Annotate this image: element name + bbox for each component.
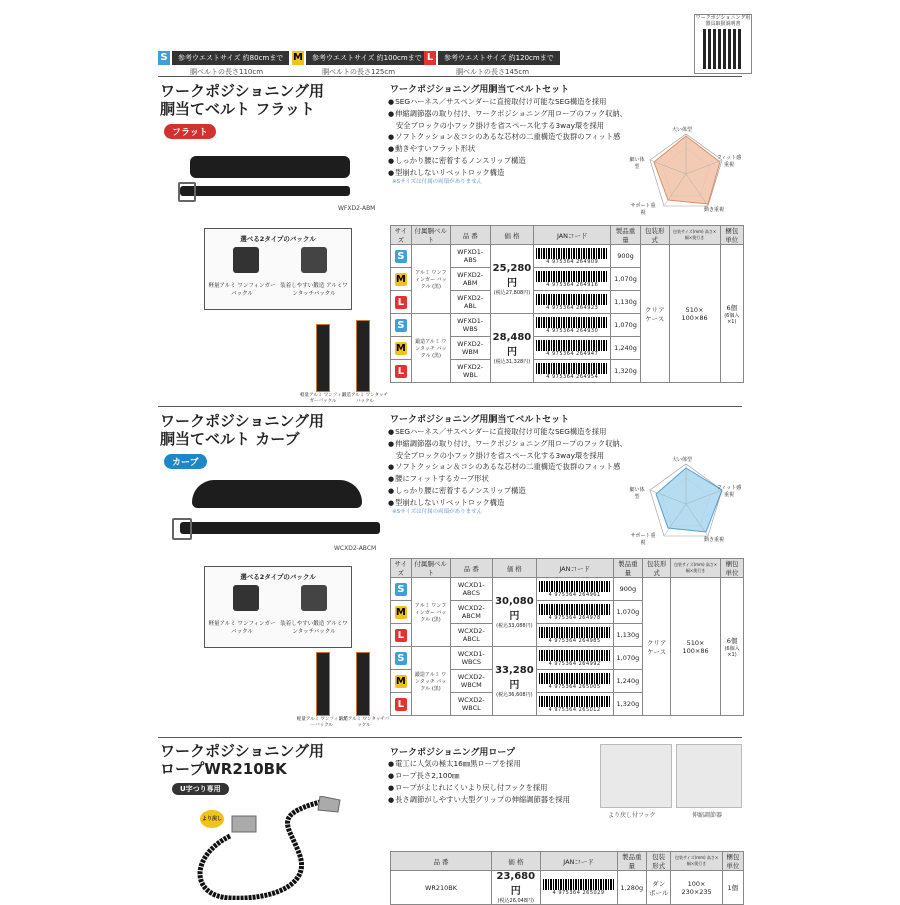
size-cell bbox=[391, 337, 412, 360]
feature-bullet: ● 伸縮調節器の取り付け、ワークポジショニング用ロープのフック収納、 bbox=[388, 108, 648, 120]
feature-bullet: ● 長さ調節がしやすい大型グリップの伸縮調節器を採用 bbox=[388, 794, 598, 806]
section3-bullets bbox=[388, 758, 598, 806]
code-cell: WFXD2-WBL bbox=[450, 360, 490, 383]
pkg-size-cell: 510× 100×86 bbox=[671, 578, 721, 716]
weight-cell: 1,070g bbox=[611, 314, 641, 337]
radar-label: 細い体型 bbox=[629, 487, 645, 500]
buckle1-label: 軽量アルミ ワンフィンガーバックル bbox=[208, 283, 276, 297]
qr-code-box[interactable] bbox=[694, 14, 752, 74]
package-2-label: 鍛造アルミ ワンタッチバックル bbox=[338, 717, 390, 728]
code-cell: WCXD2-WBCL bbox=[450, 693, 492, 716]
section2-note: ※Sサイズは付属の両環がありません bbox=[392, 509, 483, 515]
code-cell: WR210BK bbox=[391, 871, 492, 905]
jan: 4 975364 264916 bbox=[546, 281, 599, 288]
barcode-icon bbox=[536, 294, 608, 305]
pkg-size-cell: 100× 230×235 bbox=[671, 871, 722, 905]
size-cell bbox=[391, 624, 412, 647]
belt-cell: 鍛造アルミ ワンタッチ バックル (黒) bbox=[411, 647, 450, 716]
th: 包装形式 bbox=[646, 852, 670, 871]
buckle-box-title: 選べる2タイプのバックル bbox=[240, 235, 316, 243]
package-cell: ダンボール bbox=[646, 871, 670, 905]
section1-title-line2: 胴当てベルト フラット bbox=[160, 100, 315, 118]
jan: 4 975364 264923 bbox=[546, 304, 599, 311]
section1-tag: フラット bbox=[164, 124, 216, 139]
jan: 4 975364 264978 bbox=[548, 614, 601, 621]
buckle2-label: 装着しやすい鍛造 アルミワンタッチバックル bbox=[280, 283, 348, 297]
package-cell: クリアケース bbox=[643, 578, 671, 716]
size-cell bbox=[391, 647, 412, 670]
size-cell bbox=[391, 601, 412, 624]
price: 33,280円 bbox=[495, 664, 534, 691]
legend-s-text: 参考ウエストサイズ 約80cmまで bbox=[172, 51, 289, 65]
price: 25,280円 bbox=[492, 262, 532, 289]
section2-tag: カーブ bbox=[164, 454, 207, 469]
package-2-image bbox=[356, 652, 370, 716]
feature-bullet: ● ソフトクッション＆コシのあるな芯材の二重構造で抜群のフィット感 bbox=[388, 461, 648, 473]
th: JANコード bbox=[536, 559, 613, 578]
legend-m bbox=[292, 48, 428, 68]
section2-bullets bbox=[388, 426, 648, 509]
weight-cell: 900g bbox=[613, 578, 642, 601]
feature-bullet: ● 型崩れしないリベットロック構造 bbox=[388, 497, 648, 509]
size-s-icon: S bbox=[395, 583, 407, 596]
feature-bullet: ● 動きやすいフラット形状 bbox=[388, 143, 648, 155]
price-sub: (税込27,808円) bbox=[493, 289, 531, 296]
th: 品 番 bbox=[450, 226, 490, 245]
jan: 4 975364 264930 bbox=[546, 327, 599, 334]
th: 製品重量 bbox=[613, 559, 642, 578]
one-touch-buckle-icon bbox=[301, 247, 327, 273]
th: 梱包単位 bbox=[721, 559, 744, 578]
jan-cell bbox=[534, 268, 611, 291]
section1-note: ※Sサイズは付属の両環がありません bbox=[392, 179, 483, 185]
barcode-icon bbox=[539, 673, 611, 684]
curve-belt-image bbox=[170, 474, 390, 544]
weight-cell: 1,070g bbox=[611, 268, 641, 291]
th: 梱包単位 bbox=[722, 852, 743, 871]
th: 製品重量 bbox=[611, 226, 641, 245]
price-cell bbox=[493, 578, 537, 647]
legend-l bbox=[424, 48, 560, 68]
jan-cell bbox=[536, 578, 613, 601]
legend-l-sub: 胴ベルトの長さ145cm bbox=[456, 68, 530, 76]
th: 包装サイズ(mm) 高さ×幅×奥行き bbox=[671, 852, 722, 871]
radar-label: 大い体型 bbox=[672, 127, 693, 133]
price-cell bbox=[490, 245, 534, 314]
one-finger-buckle-icon bbox=[233, 585, 259, 611]
barcode-icon bbox=[536, 340, 608, 351]
weight-cell: 900g bbox=[611, 245, 641, 268]
size-cell bbox=[391, 693, 412, 716]
code-cell: WFXD2-WBM bbox=[450, 337, 490, 360]
weight-cell: 1,130g bbox=[613, 624, 642, 647]
jan-cell bbox=[534, 291, 611, 314]
size-m-icon: M bbox=[293, 52, 303, 63]
size-m-icon: M bbox=[395, 342, 406, 354]
buckle-box bbox=[204, 228, 352, 310]
section1-model-caption: WFXD2-ABM bbox=[338, 205, 376, 212]
code-cell: WFXD1-ABS bbox=[450, 245, 490, 268]
feature-bullet-cont: 安全ブロックの小フック掛けを省スペース化する3way環を採用 bbox=[396, 451, 605, 460]
price: 30,080円 bbox=[495, 595, 534, 622]
radar-label: 動き重視 bbox=[704, 207, 725, 213]
th: 価 格 bbox=[492, 852, 541, 871]
feature-bullet: ● しっかり腰に密着するノンスリップ構造 bbox=[388, 485, 648, 497]
th: サイズ bbox=[391, 226, 412, 245]
feature-bullet: ● 型崩れしないリベットロック構造 bbox=[388, 167, 648, 179]
rope-svg bbox=[160, 796, 390, 900]
barcode-icon bbox=[539, 696, 611, 707]
qr-code-icon bbox=[703, 29, 743, 69]
price-cell bbox=[490, 314, 534, 383]
size-m-icon: M bbox=[395, 606, 406, 618]
th: 包装形式 bbox=[643, 559, 671, 578]
th: JANコード bbox=[534, 226, 611, 245]
size-cell bbox=[391, 291, 412, 314]
feature-bullet: ● しっかり腰に密着するノンスリップ構造 bbox=[388, 155, 648, 167]
price-cell bbox=[492, 871, 541, 905]
belt-cell: アルミ ワンフィンガー バックル (黒) bbox=[411, 578, 450, 647]
legend-s bbox=[158, 48, 289, 68]
code-cell: WFXD2-ABM bbox=[450, 268, 490, 291]
weight-cell: 1,070g bbox=[613, 647, 642, 670]
section2-product-head: ワークポジショニング用胴当てベルトセット bbox=[390, 415, 570, 425]
divider bbox=[158, 737, 742, 738]
pkg-size-cell: 510× 100×86 bbox=[669, 245, 720, 383]
code-cell: WCXD2-ABCL bbox=[450, 624, 492, 647]
legend-m-sub: 胴ベルトの長さ125cm bbox=[322, 68, 396, 76]
jan-cell bbox=[536, 693, 613, 716]
th: 品 番 bbox=[450, 559, 492, 578]
package-1-image bbox=[316, 652, 330, 716]
feature-bullet: ● SEGハーネス／サスペンダーに直接取付け可能なSEG構造を採用 bbox=[388, 96, 648, 108]
feature-bullet: ● 電工に人気の極太16㎜黒ロープを採用 bbox=[388, 758, 598, 770]
feature-bullet: ● 伸縮調節器の取り付け、ワークポジショニング用ロープのフック収納、 bbox=[388, 438, 648, 450]
weight-cell: 1,130g bbox=[611, 291, 641, 314]
radar-label: 大い体型 bbox=[672, 457, 693, 463]
section1-title-line1: ワークポジショニング用 bbox=[160, 82, 325, 100]
th: 価 格 bbox=[493, 559, 537, 578]
swivel-badge: より戻し bbox=[200, 810, 224, 828]
qr-label: ワークポジショニング用器具取扱説明書 bbox=[695, 15, 751, 27]
code-cell: WCXD1-WBCS bbox=[450, 647, 492, 670]
size-s-icon: S bbox=[158, 51, 170, 65]
package-2-label: 鍛造アルミ ワンタッチバックル bbox=[341, 393, 389, 404]
weight-cell: 1,070g bbox=[613, 601, 642, 624]
price-sub: (税込36,608円) bbox=[496, 691, 533, 698]
jan-cell bbox=[540, 871, 617, 905]
price-cell bbox=[493, 647, 537, 716]
radar-shape bbox=[654, 136, 720, 204]
price: 28,480円 bbox=[492, 331, 532, 358]
barcode-icon bbox=[539, 627, 611, 638]
section3-title-line2: ロープWR210BK bbox=[160, 760, 287, 778]
unit-sub: (6個入×1) bbox=[724, 645, 740, 658]
th: 価 格 bbox=[490, 226, 534, 245]
th: サイズ bbox=[391, 559, 412, 578]
belt-cell: 鍛造アルミ ワンタッチ バックル (黒) bbox=[411, 314, 450, 383]
adjuster-caption: 伸縮調節器 bbox=[692, 812, 723, 819]
price-sub: (税込33,088円) bbox=[496, 622, 533, 629]
radar-chart-curve bbox=[628, 456, 744, 550]
jan: 4 975364 265012 bbox=[548, 706, 601, 713]
weight-cell: 1,240g bbox=[613, 670, 642, 693]
jan-cell bbox=[534, 337, 611, 360]
size-l-icon: L bbox=[395, 629, 407, 642]
size-cell bbox=[391, 360, 412, 383]
size-s-icon: S bbox=[395, 319, 407, 332]
barcode-icon bbox=[539, 581, 611, 592]
buckle1-label: 軽量アルミ ワンフィンガーバックル bbox=[208, 621, 276, 635]
barcode-icon bbox=[539, 650, 611, 661]
size-cell bbox=[391, 268, 412, 291]
code-cell: WCXD1-ABCS bbox=[450, 578, 492, 601]
code-cell: WCXD2-ABCM bbox=[450, 601, 492, 624]
size-l-icon: L bbox=[395, 698, 407, 711]
th: 製品重量 bbox=[617, 852, 646, 871]
radar-label: サポート重視 bbox=[630, 203, 656, 216]
size-s-icon: S bbox=[395, 250, 407, 263]
size-l-icon: L bbox=[395, 365, 407, 378]
th: 付属胴ベルト bbox=[411, 559, 450, 578]
feature-bullet: ● 腰にフィットするカーブ形状 bbox=[388, 473, 648, 485]
barcode-icon bbox=[536, 363, 608, 374]
size-s-icon: S bbox=[395, 652, 407, 665]
jan: 4 975364 264985 bbox=[548, 637, 601, 644]
feature-bullet: ● ロープ長さ2,100㎜ bbox=[388, 770, 598, 782]
swivel-hook-caption: より戻し付フック bbox=[608, 812, 656, 819]
flat-belt-image bbox=[176, 150, 376, 210]
spec-table-flat bbox=[390, 225, 744, 383]
adjuster-photo bbox=[676, 744, 742, 808]
code-cell: WFXD1-WBS bbox=[450, 314, 490, 337]
feature-bullet: ● ソフトクッション＆コシのあるな芯材の二重構造で抜群のフィット感 bbox=[388, 131, 648, 143]
radar-label: 動き重視 bbox=[704, 537, 725, 543]
section1-bullets bbox=[388, 96, 648, 179]
size-cell bbox=[391, 314, 412, 337]
unit-cell: 1個 bbox=[722, 871, 743, 905]
th: 品 番 bbox=[391, 852, 492, 871]
barcode-icon bbox=[536, 248, 608, 259]
unit-cell bbox=[721, 578, 744, 716]
feature-bullet: ● ロープがよじれにくいより戻し付フックを採用 bbox=[388, 782, 598, 794]
package-cell: クリアケース bbox=[640, 245, 669, 383]
jan: 4 975364 264954 bbox=[546, 373, 599, 380]
jan-cell bbox=[534, 360, 611, 383]
jan: 4 975364 265029 bbox=[552, 890, 605, 896]
unit: 6個 bbox=[726, 636, 738, 645]
rope-image bbox=[160, 796, 390, 900]
radar-label: 細い体型 bbox=[629, 157, 645, 170]
size-l-icon: L bbox=[424, 51, 436, 65]
unit: 6個 bbox=[726, 303, 738, 312]
one-finger-buckle-icon bbox=[233, 247, 259, 273]
th: 梱包単位 bbox=[720, 226, 743, 245]
jan: 4 975364 264961 bbox=[548, 591, 601, 598]
size-cell bbox=[391, 578, 412, 601]
section1-title bbox=[160, 82, 324, 118]
section2-title bbox=[160, 412, 324, 448]
legend-s-sub: 胴ベルトの長さ110cm bbox=[190, 68, 264, 76]
package-1-label: 軽量アルミ ワンフィンガーバックル bbox=[296, 717, 348, 728]
th: 付属胴ベルト bbox=[411, 226, 450, 245]
code-cell: WCXD2-WBCM bbox=[450, 670, 492, 693]
size-m-icon: M bbox=[395, 273, 406, 285]
jan-cell bbox=[536, 601, 613, 624]
section3-title bbox=[160, 742, 324, 778]
package-1-label: 軽量アルミ ワンフィンガーバックル bbox=[300, 393, 346, 404]
jan: 4 975364 265005 bbox=[548, 683, 601, 690]
jan-cell bbox=[534, 245, 611, 268]
barcode-icon bbox=[536, 271, 608, 282]
radar-chart-flat bbox=[628, 126, 744, 220]
jan-cell bbox=[534, 314, 611, 337]
weight-cell: 1,240g bbox=[611, 337, 641, 360]
th: JANコード bbox=[540, 852, 617, 871]
size-m-icon: M bbox=[395, 675, 406, 687]
section2-model-caption: WCXD2-ABCM bbox=[334, 545, 377, 552]
spec-table-curve bbox=[390, 558, 744, 716]
buckle-box bbox=[204, 566, 352, 648]
size-l-icon: L bbox=[395, 296, 407, 309]
unit-sub: (6個入×1) bbox=[724, 312, 740, 325]
legend-m-text: 参考ウエストサイズ 約100cmまで bbox=[306, 51, 428, 65]
radar-label: フィット感重視 bbox=[716, 485, 742, 498]
size-cell bbox=[391, 245, 412, 268]
jan-cell bbox=[536, 624, 613, 647]
price-sub: (税込31,328円) bbox=[493, 358, 531, 365]
jan-cell bbox=[536, 647, 613, 670]
barcode-icon bbox=[536, 317, 608, 328]
barcode-icon bbox=[543, 879, 615, 890]
section3-product-head: ワークポジショニング用ロープ bbox=[390, 748, 515, 758]
section1-product-head: ワークポジショニング用胴当てベルトセット bbox=[390, 85, 570, 95]
section3-title-line1: ワークポジショニング用 bbox=[160, 742, 325, 760]
feature-bullet-cont: 安全ブロックの小フック掛けを省スペース化する3way環を採用 bbox=[396, 121, 605, 130]
th: 包装サイズ(mm) 高さ×幅×奥行き bbox=[671, 559, 721, 578]
belt-cell: アルミ ワンフィンガー バックル (黒) bbox=[411, 245, 450, 314]
barcode-icon bbox=[539, 604, 611, 615]
buckle2-label: 装着しやすい鍛造 アルミワンタッチバックル bbox=[280, 621, 348, 635]
th: 包装形式 bbox=[640, 226, 669, 245]
jan: 4 975364 264909 bbox=[546, 258, 599, 265]
code-cell: WFXD2-ABL bbox=[450, 291, 490, 314]
one-touch-buckle-icon bbox=[301, 585, 327, 611]
package-2-image bbox=[356, 320, 370, 392]
radar-label: フィット感重視 bbox=[716, 155, 742, 168]
th: 包装サイズ(mm) 高さ×幅×奥行き bbox=[669, 226, 720, 245]
divider bbox=[158, 76, 742, 77]
weight-cell: 1,320g bbox=[611, 360, 641, 383]
unit-cell bbox=[720, 245, 743, 383]
size-cell bbox=[391, 670, 412, 693]
weight-cell: 1,320g bbox=[613, 693, 642, 716]
buckle-box-title: 選べる2タイプのバックル bbox=[240, 573, 316, 581]
section2-title-line1: ワークポジショニング用 bbox=[160, 412, 325, 430]
weight-cell: 1,280g bbox=[617, 871, 646, 905]
swivel-hook-photo bbox=[600, 744, 672, 808]
feature-bullet: ● SEGハーネス／サスペンダーに直接取付け可能なSEG構造を採用 bbox=[388, 426, 648, 438]
package-1-image bbox=[316, 324, 330, 392]
jan: 4 975364 264992 bbox=[548, 660, 601, 667]
price: 23,680円 bbox=[496, 871, 536, 897]
spec-table-rope bbox=[390, 851, 744, 905]
price-sub: (税込26,048円) bbox=[497, 898, 534, 904]
radar-label: サポート重視 bbox=[630, 533, 656, 546]
jan: 4 975364 264947 bbox=[546, 350, 599, 357]
section2-title-line2: 胴当てベルト カーブ bbox=[160, 430, 300, 448]
section3-tag: U字つり専用 bbox=[172, 783, 229, 795]
legend-l-text: 参考ウエストサイズ 約120cmまで bbox=[438, 51, 560, 65]
divider bbox=[158, 406, 742, 407]
jan-cell bbox=[536, 670, 613, 693]
